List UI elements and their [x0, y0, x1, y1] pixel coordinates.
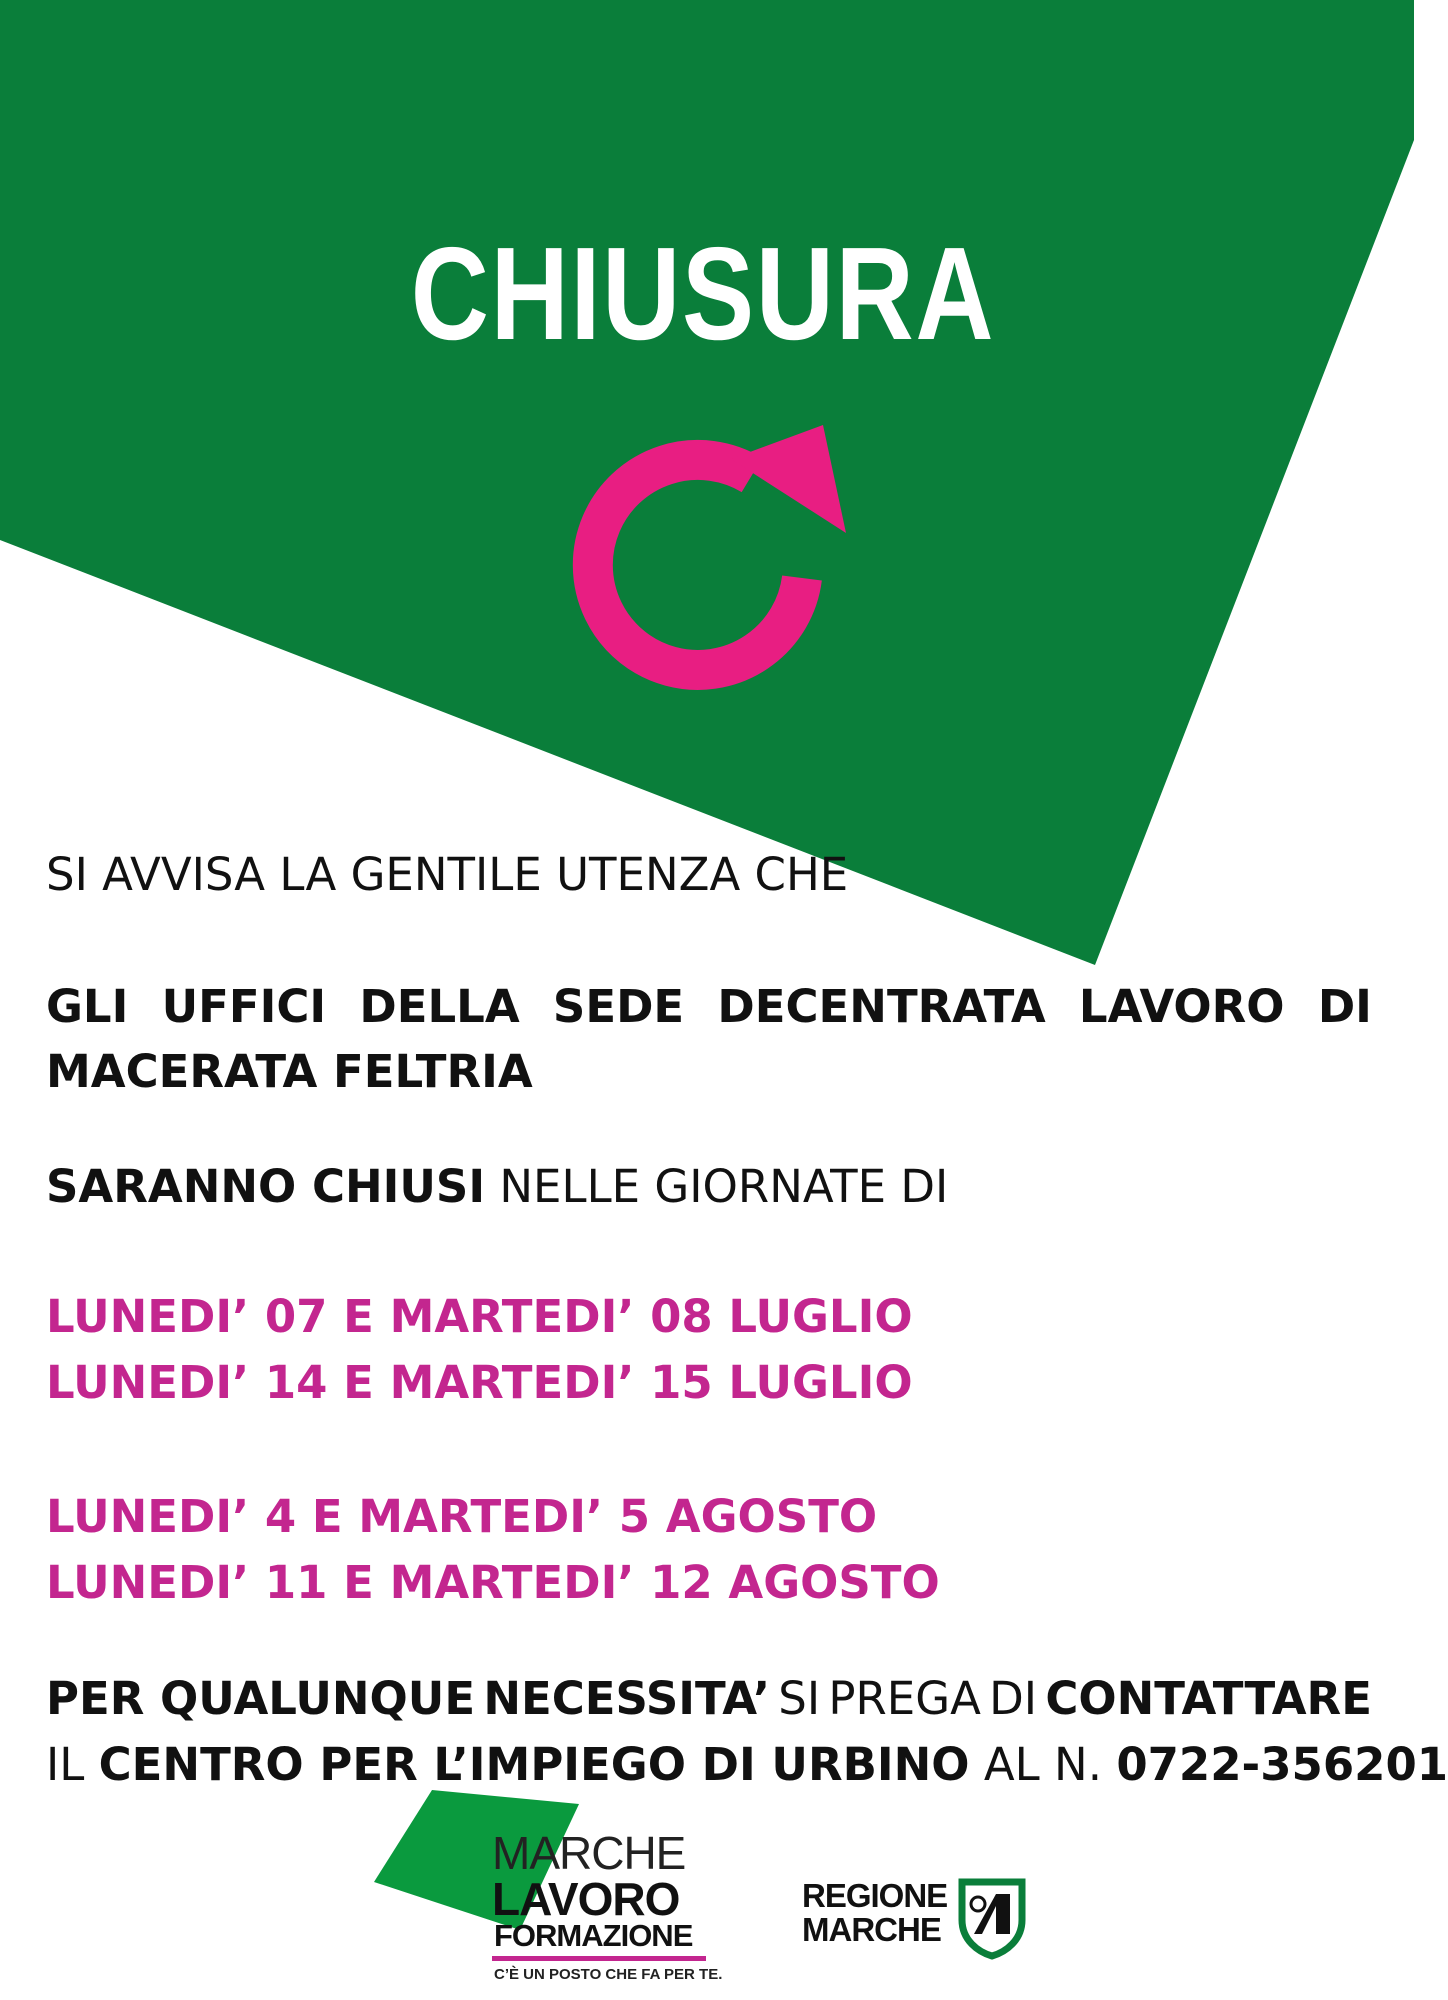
- offices-word: LAVORO: [1078, 980, 1285, 1033]
- marche-lavoro-formazione-logo: [374, 1790, 734, 1985]
- contact-word: CONTATTARE: [1045, 1672, 1372, 1725]
- logo-underline: [492, 1956, 706, 1961]
- contact-line-1: [46, 1672, 1372, 1725]
- contact-word: SI: [778, 1672, 821, 1725]
- office-name: CENTRO PER L’IMPIEGO DI URBINO: [98, 1738, 970, 1791]
- regione-marche-logo: [802, 1874, 1032, 1964]
- offices-word: SEDE: [552, 980, 685, 1033]
- closure-date: LUNEDI’ 14 E MARTEDI’ 15 LUGLIO: [46, 1356, 913, 1409]
- refresh-arrow-icon: [555, 405, 865, 715]
- offices-word: DI: [1317, 980, 1372, 1033]
- logo-tagline: C’È UN POSTO CHE FA PER TE.: [494, 1966, 723, 1983]
- closure-date: LUNEDI’ 07 E MARTEDI’ 08 LUGLIO: [46, 1290, 913, 1343]
- closed-rest: NELLE GIORNATE DI: [485, 1160, 949, 1213]
- contact-word: NECESSITA’: [483, 1672, 771, 1725]
- regione-emblem-icon: [956, 1876, 1028, 1958]
- offices-word: DELLA: [359, 980, 520, 1033]
- logo-formazione-text: FORMAZIONE: [494, 1918, 693, 1953]
- contact-word: PREGA: [828, 1672, 981, 1725]
- offices-word: DECENTRATA: [717, 980, 1046, 1033]
- contact-text: IL: [46, 1738, 99, 1791]
- closure-date: LUNEDI’ 11 E MARTEDI’ 12 AGOSTO: [46, 1556, 940, 1609]
- closed-notice: [46, 1160, 1372, 1213]
- contact-word: DI: [989, 1672, 1038, 1725]
- closure-date: LUNEDI’ 4 E MARTEDI’ 5 AGOSTO: [46, 1490, 878, 1543]
- intro-text: SI AVVISA LA GENTILE UTENZA CHE: [46, 848, 849, 901]
- offices-word: UFFICI: [161, 980, 327, 1033]
- logo-marche-text: MARCHE: [492, 1827, 686, 1879]
- logo-lavoro-text: LAVORO: [492, 1873, 680, 1925]
- offices-line-1: [46, 980, 1372, 1033]
- contact-text: AL N.: [969, 1738, 1117, 1791]
- regione-text: REGIONE: [802, 1877, 948, 1914]
- phone-number: 0722-356201: [1116, 1738, 1448, 1791]
- closed-bold: SARANNO CHIUSI: [46, 1160, 486, 1213]
- contact-line-2: [46, 1738, 1448, 1791]
- offices-line-2: MACERATA FELTRIA: [46, 1045, 533, 1098]
- headline-title: CHIUSURA: [410, 220, 996, 367]
- marche-text: MARCHE: [802, 1911, 941, 1948]
- offices-word: GLI: [46, 980, 129, 1033]
- contact-word: PER QUALUNQUE: [46, 1672, 476, 1725]
